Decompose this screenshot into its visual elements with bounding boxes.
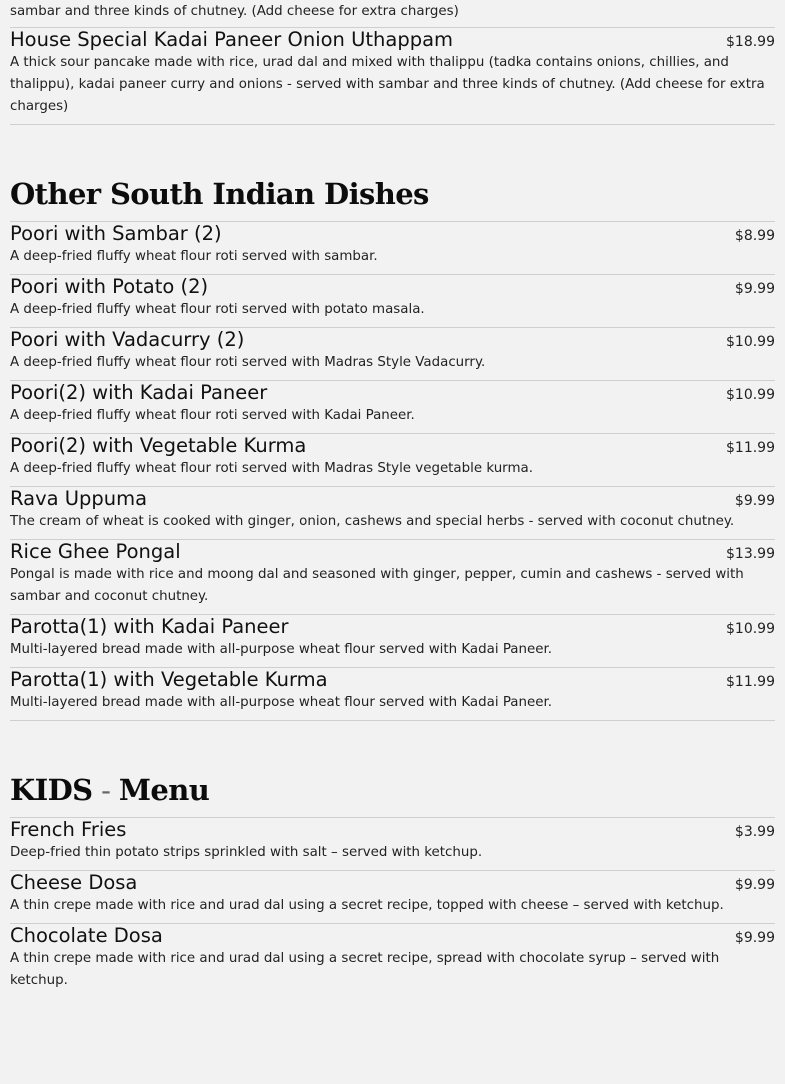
menu-page [10, 0, 775, 998]
item-price: $10.99 [726, 387, 775, 403]
item-price: $11.99 [726, 440, 775, 456]
item-description: A deep-fried fluffy wheat flour roti served with sambar. [10, 249, 378, 264]
item-price: $9.99 [734, 877, 775, 893]
item-description: A thick sour pancake made with rice, urad dal and mixed with thalippu (tadka contains onions, chillies, and thalippu), kadai paneer curry and onions - served with sambar and three kinds of chutney. (Add cheese for extra charges) [10, 55, 765, 114]
item-name: Chocolate Dosa [10, 924, 163, 947]
item-price: $3.99 [734, 824, 775, 840]
item-price: $18.99 [726, 34, 775, 50]
section-title-south-indian: Other South Indian Dishes [10, 177, 429, 211]
item-description: The cream of wheat is cooked with ginger, onion, cashews and special herbs - served with coconut chutney. [10, 514, 735, 529]
menu-item[interactable] [10, 539, 775, 614]
item-name: Rice Ghee Pongal [10, 540, 181, 563]
menu-item[interactable] [10, 817, 775, 870]
item-price: $8.99 [734, 228, 775, 244]
item-description: Multi-layered bread made with all-purpose wheat flour served with Kadai Paneer. [10, 642, 552, 657]
menu-item[interactable] [10, 667, 775, 720]
item-price: $9.99 [734, 493, 775, 509]
item-name: Rava Uppuma [10, 487, 148, 510]
item-description: A deep-fried fluffy wheat flour roti served with Madras Style Vadacurry. [10, 355, 486, 370]
menu-item[interactable] [10, 327, 775, 380]
item-price: $13.99 [726, 546, 775, 562]
menu-item[interactable] [10, 870, 775, 923]
item-description: Multi-layered bread made with all-purpose wheat flour served with Kadai Paneer. [10, 695, 552, 710]
item-description: A deep-fried fluffy wheat flour roti served with Madras Style vegetable kurma. [10, 461, 533, 476]
item-name: Cheese Dosa [10, 871, 138, 894]
menu-item[interactable] [10, 380, 775, 433]
item-description: Deep-fried thin potato strips sprinkled with salt – served with ketchup. [10, 845, 483, 860]
item-name: Poori(2) with Kadai Paneer [10, 381, 268, 404]
item-description: A deep-fried fluffy wheat flour roti served with Kadai Paneer. [10, 408, 415, 423]
kids-title-separator: - [92, 773, 119, 807]
item-price: $11.99 [726, 674, 775, 690]
item-name: Poori with Potato (2) [10, 275, 209, 298]
item-name: Parotta(1) with Vegetable Kurma [10, 668, 328, 691]
previous-item-description: sambar and three kinds of chutney. (Add cheese for extra charges) [10, 4, 459, 19]
item-description: A deep-fried fluffy wheat flour roti served with potato masala. [10, 302, 425, 317]
item-name: Poori(2) with Vegetable Kurma [10, 434, 307, 457]
menu-item[interactable] [10, 274, 775, 327]
menu-item[interactable] [10, 433, 775, 486]
menu-item[interactable] [10, 27, 775, 124]
section-title-kids-menu [10, 763, 775, 817]
item-name: Poori with Vadacurry (2) [10, 328, 245, 351]
item-price: $10.99 [726, 621, 775, 637]
item-description: Pongal is made with rice and moong dal and seasoned with ginger, pepper, cumin and cashews - served with sambar and coconut chutney. [10, 567, 744, 604]
menu-item[interactable] [10, 923, 775, 998]
item-description: A thin crepe made with rice and urad dal using a secret recipe, spread with chocolate syrup – served with ketchup. [10, 951, 720, 988]
item-price: $9.99 [734, 281, 775, 297]
item-name: House Special Kadai Paneer Onion Uthappam [10, 28, 454, 51]
menu-item[interactable] [10, 221, 775, 274]
kids-title-rest: Menu [118, 773, 210, 807]
item-description: A thin crepe made with rice and urad dal using a secret recipe, topped with cheese – served with ketchup. [10, 898, 724, 913]
menu-item[interactable] [10, 486, 775, 539]
item-price: $9.99 [734, 930, 775, 946]
item-name: French Fries [10, 818, 127, 841]
kids-title-main: KIDS [10, 773, 93, 807]
item-name: Parotta(1) with Kadai Paneer [10, 615, 289, 638]
item-name: Poori with Sambar (2) [10, 222, 222, 245]
item-price: $10.99 [726, 334, 775, 350]
menu-item[interactable] [10, 614, 775, 667]
